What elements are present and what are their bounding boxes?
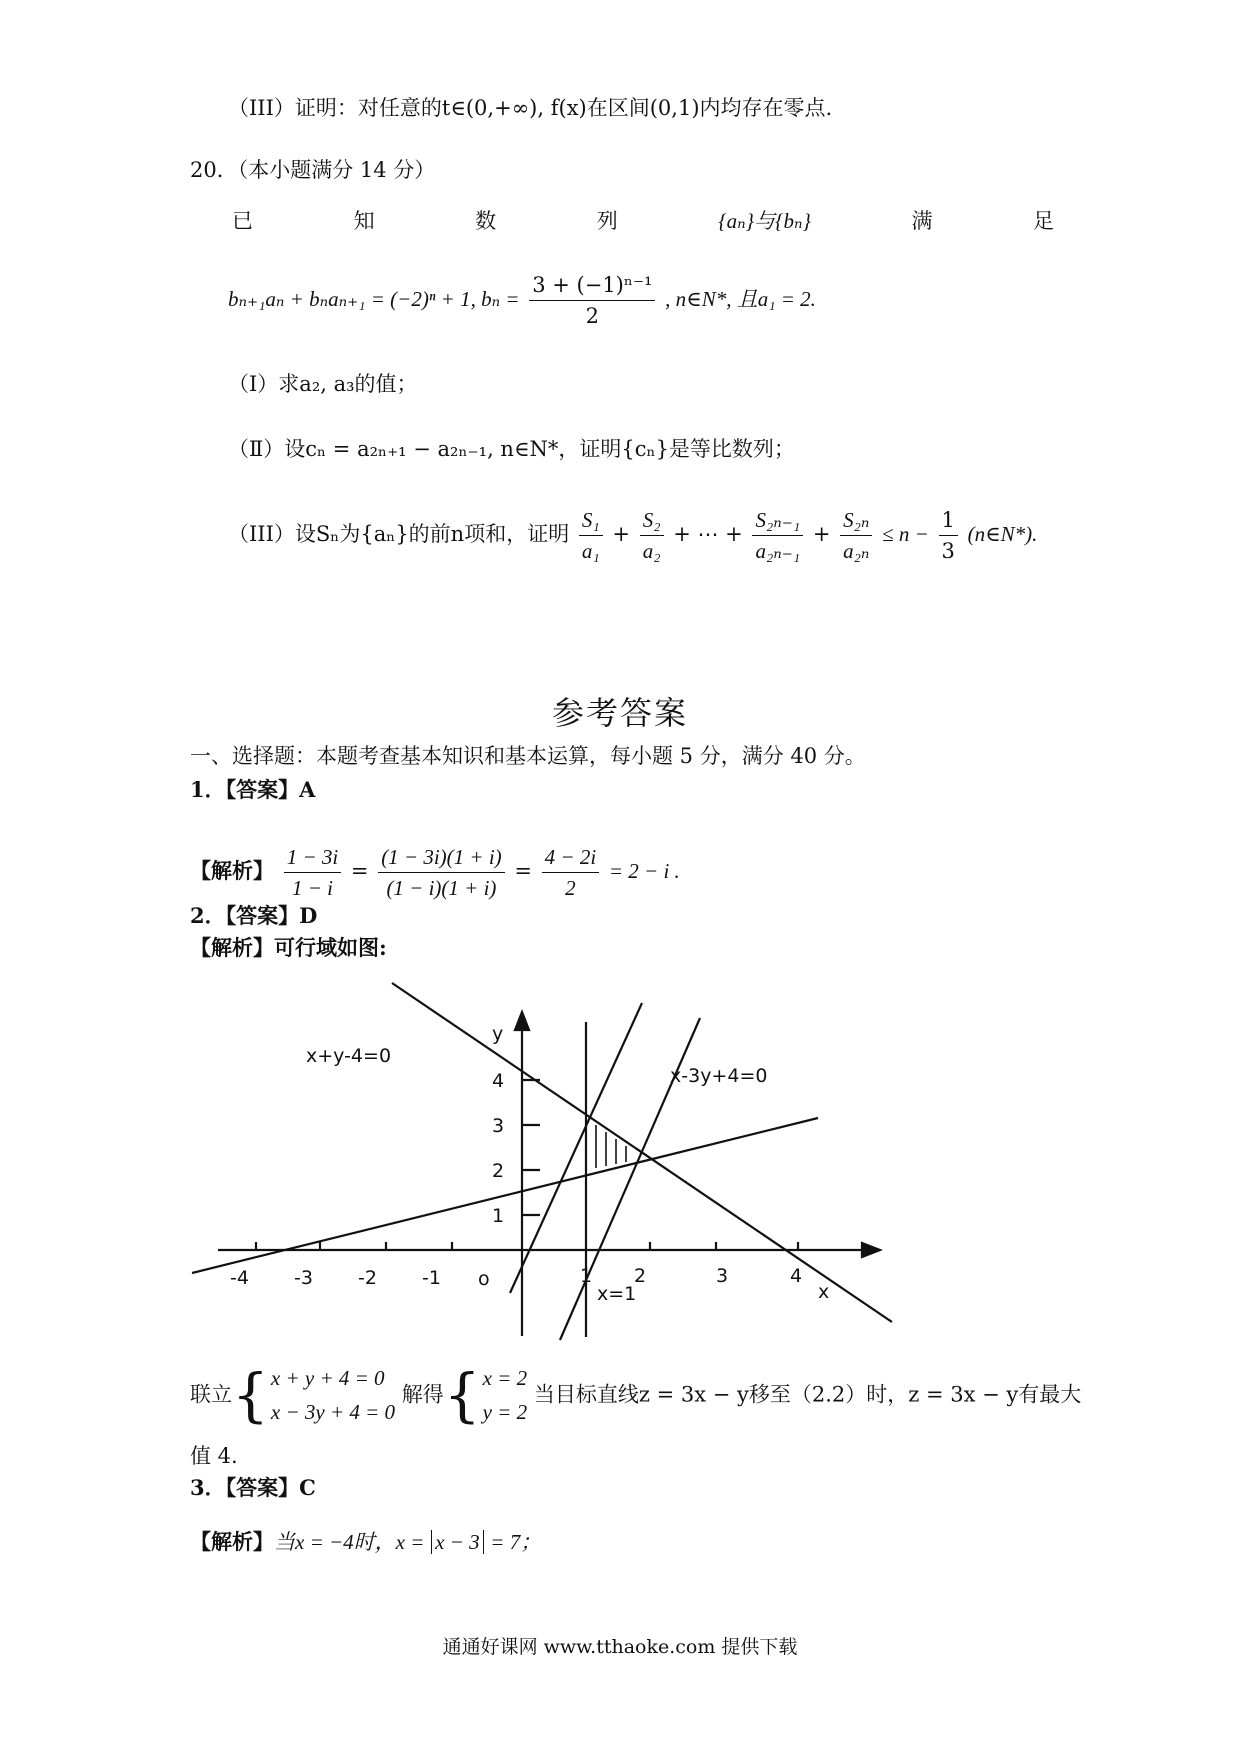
sum-term: $\frac{\text{S₂}}{\text{a₂}}$ bbox=[640, 505, 664, 566]
y-tick-label: 1 bbox=[492, 1205, 505, 1227]
x-tick-label: 4 bbox=[790, 1265, 803, 1287]
answer2-system-line: 联立{ x + y + 4 = 0 x − 3y + 4 = 0 解得{ x = 2 y = 2 当目标直线z = 3x − y移至（2.2）时，z = 3x − y有最大 bbox=[190, 1360, 1082, 1429]
tail-fraction: $\frac{1}{3}$ bbox=[939, 505, 958, 566]
x-tick-label: -3 bbox=[294, 1267, 313, 1289]
left-brace: { bbox=[232, 1360, 269, 1429]
line-label: x+y-4=0 bbox=[306, 1045, 392, 1067]
absolute-value: x − 3 bbox=[431, 1530, 484, 1554]
sum-term: $\frac{\text{S₁}}{\text{a₁}}$ bbox=[579, 505, 603, 566]
left-brace: { bbox=[443, 1360, 481, 1429]
x-axis-label: x bbox=[818, 1281, 830, 1303]
answers-title: 参考答案 bbox=[551, 694, 688, 732]
q20-intro-word: 已 bbox=[232, 209, 253, 233]
x-tick-label: 2 bbox=[634, 1265, 647, 1287]
line-label: x=1 bbox=[597, 1283, 637, 1305]
x-tick-label: -2 bbox=[358, 1267, 377, 1289]
x-tick-label: 3 bbox=[716, 1265, 729, 1287]
equation-system: x + y + 4 = 0 x − 3y + 4 = 0 bbox=[270, 1365, 396, 1424]
section1-heading: 一、选择题：本题考查基本知识和基本运算，每小题 5 分，满分 40 分。 bbox=[190, 744, 866, 768]
q20-part2: （Ⅱ）设cₙ = a₂ₙ₊₁ − a₂ₙ₋₁, n∈N*，证明{cₙ}是等比数列； bbox=[228, 437, 795, 461]
y-tick-label: 2 bbox=[492, 1160, 505, 1182]
answer2-label: 2．【答案】D bbox=[190, 903, 318, 928]
line-label: x-3y+4=0 bbox=[670, 1065, 768, 1087]
a1-fraction: $\frac{4 - 2i}{2}$ bbox=[542, 842, 600, 903]
q20-header: 20．（本小题满分 14 分） bbox=[190, 158, 436, 182]
x-tick-label: 1 bbox=[580, 1265, 593, 1287]
q20-intro-word: 足 bbox=[1033, 209, 1054, 233]
answer3-label: 3．【答案】C bbox=[190, 1475, 316, 1500]
condition-fraction: $\frac{\text{3 + (−1)ⁿ⁻¹}}{2}$ bbox=[529, 270, 655, 331]
q20-intro-word: 满 bbox=[911, 209, 933, 233]
q20-intro-word: 列 bbox=[596, 209, 618, 233]
q20-intro-word: 知 bbox=[353, 209, 375, 233]
footer-credit: 通通好课网 www.tthaoke.com 提供下载 bbox=[442, 1636, 798, 1658]
answer3-explanation: 【解析】当x = −4时，x = x − 3 = 7； bbox=[190, 1529, 542, 1554]
x-tick-label: -4 bbox=[230, 1267, 249, 1289]
sum-term: $\frac{\text{S₂ₙ₋₁}}{\text{a₂ₙ₋₁}}$ bbox=[752, 505, 803, 566]
answer1-label: 1．【答案】A bbox=[190, 777, 316, 802]
q20-intro-word: {aₙ}与{bₙ} bbox=[718, 209, 811, 233]
q20-intro-word: 数 bbox=[475, 209, 497, 233]
x-tick-label: -1 bbox=[422, 1267, 441, 1289]
q19-part3: （III）证明：对任意的t∈(0,+∞), f(x)在区间(0,1)内均存在零点. bbox=[228, 96, 833, 120]
y-tick-label: 4 bbox=[492, 1070, 505, 1092]
y-tick-label: 3 bbox=[492, 1115, 505, 1137]
a1-fraction: $\frac{1 - 3i}{1 - i}$ bbox=[284, 842, 342, 903]
sum-term: $\frac{\text{S₂ₙ}}{\text{a₂ₙ}}$ bbox=[840, 505, 872, 566]
q20-condition: bₙ₊₁aₙ + bₙaₙ₊₁ = (−2)ⁿ + 1, bₙ = $\frac{\text{3 + (−1)ⁿ⁻¹}}{2}$ , n∈N*, 且a₁ = 2. bbox=[228, 270, 816, 331]
q20-part1: （Ⅰ）求a₂, a₃的值； bbox=[228, 372, 418, 396]
q20-part3: （III）设Sₙ为{aₙ}的前n项和，证明 $\frac{\text{S₁}}{\text{a₁}}$ + $\frac{\text{S₂}}{\text{a₂}}$ + ⋯ + $\frac{\text{S₂ₙ₋₁}}{\text{a₂ₙ₋₁}}$ + $\frac{\text{S₂ₙ}}{\text{a₂ₙ}}$ ≤ n − $\frac{1}{3}$ (n∈N*). bbox=[228, 505, 1037, 566]
answer2-explanation: 【解析】可行域如图: bbox=[190, 935, 387, 960]
y-axis-label: y bbox=[492, 1023, 504, 1045]
answer2-conclusion: 值 4. bbox=[190, 1444, 238, 1468]
answer1-explanation: 【解析】 $\frac{1 - 3i}{1 - i}$ = $\frac{(1 - 3i)(1 + i)}{(1 - i)(1 + i)}$ = $\frac{4 - 2i}{2}$ = 2 − i . bbox=[190, 842, 680, 903]
x-tick-label: o bbox=[478, 1268, 490, 1290]
a1-fraction: $\frac{(1 - 3i)(1 + i)}{(1 - i)(1 + i)}$ bbox=[378, 842, 504, 903]
y-axis-arrow bbox=[515, 1012, 529, 1030]
x-axis-arrow bbox=[862, 1243, 880, 1257]
solution-system: x = 2 y = 2 bbox=[482, 1365, 528, 1424]
